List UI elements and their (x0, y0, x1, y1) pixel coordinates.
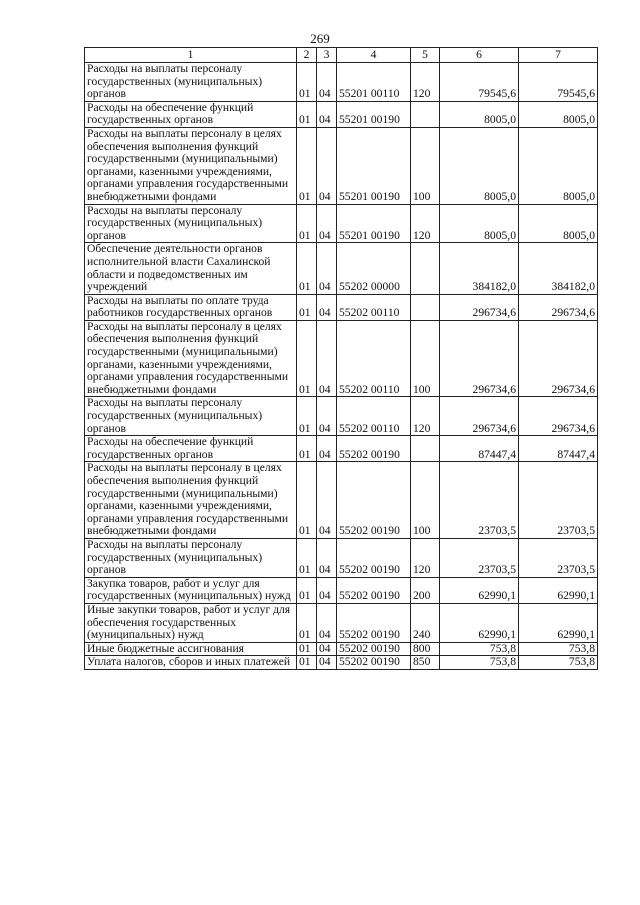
target-article-cell: 55202 00110 (337, 294, 411, 320)
subsection-code-cell: 04 (317, 642, 337, 656)
amount-cell: 296734,6 (519, 397, 598, 436)
header-cell: 6 (440, 48, 519, 63)
header-cell: 4 (337, 48, 411, 63)
table-body (85, 63, 598, 670)
table-row (85, 101, 598, 127)
table-row (85, 538, 598, 577)
expense-name-cell: Расходы на выплаты персоналу в целях обеспечения выполнения функций государственными (муниципальными) органами, казенными учреждениями, органами управления государственными внебюджетными фондами (85, 127, 297, 204)
amount-cell: 23703,5 (440, 538, 519, 577)
target-article-cell: 55201 00110 (337, 63, 411, 102)
section-code-cell: 01 (297, 436, 317, 462)
section-code-cell: 01 (297, 243, 317, 294)
amount-cell: 79545,6 (519, 63, 598, 102)
target-article-cell: 55202 00190 (337, 538, 411, 577)
expense-name-cell: Иные бюджетные ассигнования (85, 642, 297, 656)
budget-table (84, 47, 598, 670)
target-article-cell: 55202 00190 (337, 462, 411, 539)
expense-type-cell: 100 (411, 462, 440, 539)
amount-cell: 384182,0 (440, 243, 519, 294)
target-article-cell: 55201 00190 (337, 101, 411, 127)
section-code-cell: 01 (297, 127, 317, 204)
expense-type-cell (411, 294, 440, 320)
expense-name-cell: Закупка товаров, работ и услуг для государственных (муниципальных) нужд (85, 577, 297, 603)
amount-cell: 23703,5 (519, 462, 598, 539)
table-row (85, 243, 598, 294)
table-row (85, 127, 598, 204)
expense-type-cell: 120 (411, 397, 440, 436)
section-code-cell: 01 (297, 462, 317, 539)
amount-cell: 753,8 (440, 656, 519, 670)
subsection-code-cell: 04 (317, 101, 337, 127)
amount-cell: 753,8 (519, 642, 598, 656)
subsection-code-cell: 04 (317, 462, 337, 539)
table-row (85, 436, 598, 462)
section-code-cell: 01 (297, 642, 317, 656)
expense-type-cell: 850 (411, 656, 440, 670)
target-article-cell: 55202 00110 (337, 397, 411, 436)
subsection-code-cell: 04 (317, 204, 337, 243)
table-row (85, 63, 598, 102)
expense-name-cell: Расходы на выплаты по оплате труда работников государственных органов (85, 294, 297, 320)
target-article-cell: 55202 00110 (337, 320, 411, 397)
expense-type-cell: 120 (411, 204, 440, 243)
target-article-cell: 55202 00190 (337, 603, 411, 642)
header-cell: 3 (317, 48, 337, 63)
page-number: 269 (310, 31, 330, 46)
amount-cell: 296734,6 (440, 294, 519, 320)
header-cell: 2 (297, 48, 317, 63)
expense-name-cell: Обеспечение деятельности органов исполнительной власти Сахалинской области и подведомственных им учреждений (85, 243, 297, 294)
amount-cell: 8005,0 (519, 204, 598, 243)
amount-cell: 296734,6 (440, 397, 519, 436)
section-code-cell: 01 (297, 656, 317, 670)
amount-cell: 8005,0 (440, 127, 519, 204)
amount-cell: 62990,1 (440, 577, 519, 603)
table-row (85, 294, 598, 320)
subsection-code-cell: 04 (317, 294, 337, 320)
amount-cell: 87447,4 (440, 436, 519, 462)
section-code-cell: 01 (297, 204, 317, 243)
section-code-cell: 01 (297, 101, 317, 127)
expense-type-cell: 100 (411, 320, 440, 397)
amount-cell: 296734,6 (440, 320, 519, 397)
expense-type-cell: 200 (411, 577, 440, 603)
table-row (85, 320, 598, 397)
header-row (85, 48, 598, 63)
section-code-cell: 01 (297, 577, 317, 603)
expense-name-cell: Расходы на выплаты персоналу в целях обеспечения выполнения функций государственными (муниципальными) органами, казенными учреждениями, органами управления государственными внебюджетными фондами (85, 462, 297, 539)
amount-cell: 384182,0 (519, 243, 598, 294)
expense-name-cell: Иные закупки товаров, работ и услуг для обеспечения государственных (муниципальных) нужд (85, 603, 297, 642)
amount-cell: 296734,6 (519, 320, 598, 397)
header-cell: 1 (85, 48, 297, 63)
expense-name-cell: Расходы на выплаты персоналу государственных (муниципальных) органов (85, 63, 297, 102)
expense-name-cell: Расходы на выплаты персоналу в целях обеспечения выполнения функций государственными (муниципальными) органами, казенными учреждениями, органами управления государственными внебюджетными фондами (85, 320, 297, 397)
expense-type-cell: 100 (411, 127, 440, 204)
section-code-cell: 01 (297, 63, 317, 102)
target-article-cell: 55202 00190 (337, 642, 411, 656)
target-article-cell: 55201 00190 (337, 204, 411, 243)
expense-name-cell: Расходы на выплаты персоналу государственных (муниципальных) органов (85, 538, 297, 577)
expense-type-cell: 240 (411, 603, 440, 642)
expense-type-cell: 120 (411, 538, 440, 577)
subsection-code-cell: 04 (317, 603, 337, 642)
expense-name-cell: Расходы на обеспечение функций государственных органов (85, 436, 297, 462)
subsection-code-cell: 04 (317, 577, 337, 603)
amount-cell: 8005,0 (440, 101, 519, 127)
amount-cell: 753,8 (519, 656, 598, 670)
table-row (85, 642, 598, 656)
section-code-cell: 01 (297, 320, 317, 397)
table-row (85, 462, 598, 539)
table-row (85, 656, 598, 670)
header-cell: 5 (411, 48, 440, 63)
table-row (85, 204, 598, 243)
expense-type-cell (411, 436, 440, 462)
table-row (85, 577, 598, 603)
expense-type-cell (411, 101, 440, 127)
target-article-cell: 55202 00190 (337, 656, 411, 670)
amount-cell: 23703,5 (519, 538, 598, 577)
subsection-code-cell: 04 (317, 243, 337, 294)
section-code-cell: 01 (297, 294, 317, 320)
target-article-cell: 55202 00000 (337, 243, 411, 294)
amount-cell: 8005,0 (519, 101, 598, 127)
amount-cell: 62990,1 (519, 577, 598, 603)
expense-name-cell: Расходы на обеспечение функций государственных органов (85, 101, 297, 127)
subsection-code-cell: 04 (317, 63, 337, 102)
expense-name-cell: Уплата налогов, сборов и иных платежей (85, 656, 297, 670)
section-code-cell: 01 (297, 397, 317, 436)
expense-type-cell (411, 243, 440, 294)
amount-cell: 753,8 (440, 642, 519, 656)
expense-name-cell: Расходы на выплаты персоналу государственных (муниципальных) органов (85, 397, 297, 436)
amount-cell: 8005,0 (519, 127, 598, 204)
subsection-code-cell: 04 (317, 436, 337, 462)
target-article-cell: 55201 00190 (337, 127, 411, 204)
amount-cell: 62990,1 (440, 603, 519, 642)
subsection-code-cell: 04 (317, 656, 337, 670)
amount-cell: 8005,0 (440, 204, 519, 243)
subsection-code-cell: 04 (317, 538, 337, 577)
amount-cell: 296734,6 (519, 294, 598, 320)
subsection-code-cell: 04 (317, 397, 337, 436)
target-article-cell: 55202 00190 (337, 577, 411, 603)
section-code-cell: 01 (297, 538, 317, 577)
subsection-code-cell: 04 (317, 320, 337, 397)
target-article-cell: 55202 00190 (337, 436, 411, 462)
expense-type-cell: 800 (411, 642, 440, 656)
subsection-code-cell: 04 (317, 127, 337, 204)
expense-type-cell: 120 (411, 63, 440, 102)
table-row (85, 397, 598, 436)
header-cell: 7 (519, 48, 598, 63)
amount-cell: 23703,5 (440, 462, 519, 539)
amount-cell: 87447,4 (519, 436, 598, 462)
amount-cell: 62990,1 (519, 603, 598, 642)
amount-cell: 79545,6 (440, 63, 519, 102)
table-row (85, 603, 598, 642)
section-code-cell: 01 (297, 603, 317, 642)
expense-name-cell: Расходы на выплаты персоналу государственных (муниципальных) органов (85, 204, 297, 243)
